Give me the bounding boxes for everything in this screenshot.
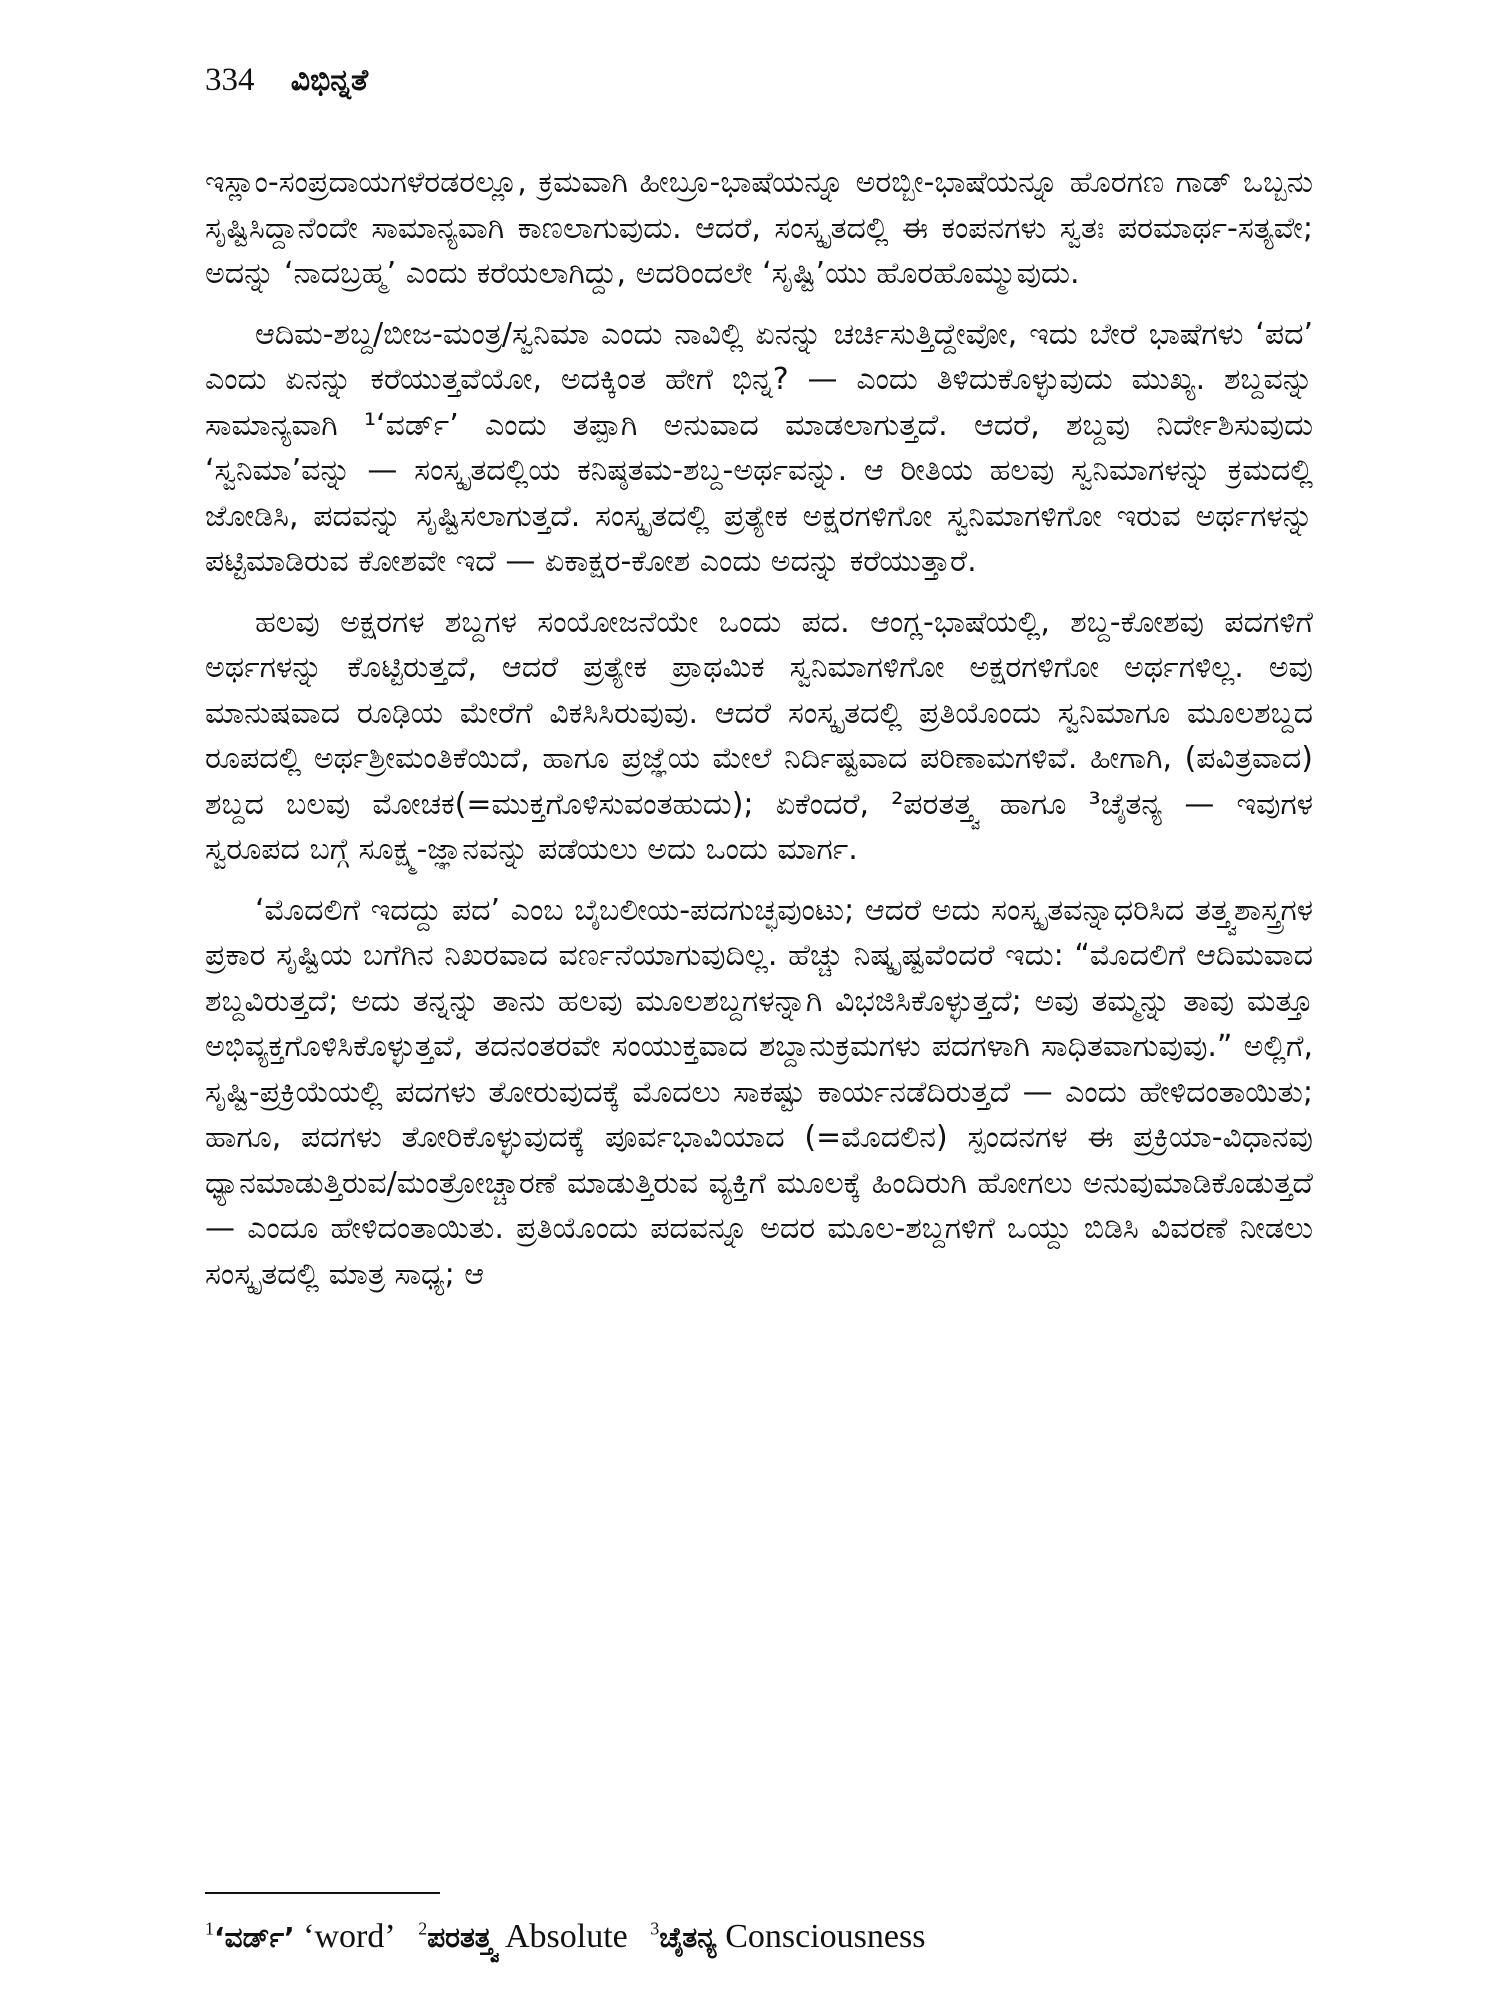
footnote-divider (205, 1892, 440, 1894)
body-text (205, 160, 1313, 1312)
footnote-kannada: ಪರತತ್ತ್ವ (427, 1921, 497, 1954)
running-header (205, 62, 368, 99)
footnote-2 (418, 1918, 628, 1955)
running-title: ವಿಭಿನ್ನತೆ (290, 63, 369, 98)
footnote-english: Consciousness (725, 1918, 926, 1955)
footnote-english: ‘word’ (303, 1918, 396, 1955)
footnote-mark: 3 (650, 1918, 660, 1939)
footnotes (205, 1918, 1313, 1956)
paragraph-4: ‘ಮೊದಲಿಗೆ ಇದದ್ದು ಪದ’ ಎಂಬ ಬೈಬಲೀಯ-ಪದಗುಚ್ಛವುಂಟು; ಆದರೆ ಅದು ಸಂಸ್ಕೃತವನ್ನಾಧರಿಸಿದ ತತ್ತ್ವಶಾಸ್ತ್ರಗಳ ಪ್ರಕಾರ ಸೃಷ್ಟಿಯ ಬಗೆಗಿನ ನಿಖರವಾದ ವರ್ಣನೆಯಾಗುವುದಿಲ್ಲ. ಹೆಚ್ಚು ನಿಷ್ಕೃಷ್ಟವೆಂದರೆ ಇದು: “ಮೊದಲಿಗೆ ಆದಿಮವಾದ ಶಬ್ದವಿರುತ್ತದೆ; ಅದು ತನ್ನನ್ನು ತಾನು ಹಲವು ಮೂಲಶಬ್ದಗಳನ್ನಾಗಿ ವಿಭಜಿಸಿಕೊಳ್ಳುತ್ತದೆ; ಅವು ತಮ್ಮನ್ನು ತಾವು ಮತ್ತೂ ಅಭಿವ್ಯಕ್ತಗೊಳಿಸಿಕೊಳ್ಳುತ್ತವೆ, ತದನಂತರವೇ ಸಂಯುಕ್ತವಾದ ಶಬ್ದಾನುಕ್ರಮಗಳು ಪದಗಳಾಗಿ ಸಾಧಿತವಾಗುವುವು.” ಅಲ್ಲಿಗೆ, ಸೃಷ್ಟಿ-ಪ್ರಕ್ರಿಯೆಯಲ್ಲಿ ಪದಗಳು ತೋರುವುದಕ್ಕೆ ಮೊದಲು ಸಾಕಷ್ಟು ಕಾರ್ಯನಡೆದಿರುತ್ತದೆ — ಎಂದು ಹೇಳಿದಂತಾಯಿತು; ಹಾಗೂ, ಪದಗಳು ತೋರಿಕೊಳ್ಳುವುದಕ್ಕೆ ಪೂರ್ವಭಾವಿಯಾದ (=ಮೊದಲಿನ) ಸ್ಪಂದನಗಳ ಈ ಪ್ರಕ್ರಿಯಾ-ವಿಧಾನವು ಧ್ಯಾನಮಾಡುತ್ತಿರುವ/ಮಂತ್ರೋಚ್ಚಾರಣೆ ಮಾಡುತ್ತಿರುವ ವ್ಯಕ್ತಿಗೆ ಮೂಲಕ್ಕೆ ಹಿಂದಿರುಗಿ ಹೋಗಲು ಅನುವುಮಾಡಿಕೊಡುತ್ತದೆ — ಎಂದೂ ಹೇಳಿದಂತಾಯಿತು. ಪ್ರತಿಯೊಂದು ಪದವನ್ನೂ ಅದರ ಮೂಲ-ಶಬ್ದಗಳಿಗೆ ಒಯ್ದು ಬಿಡಿಸಿ ವಿವರಣೆ ನೀಡಲು ಸಂಸ್ಕೃತದಲ್ಲಿ ಮಾತ್ರ ಸಾಧ್ಯ; ಆ (205, 892, 1313, 1292)
footnote-1 (205, 1918, 396, 1955)
footnote-kannada: ‘ವರ್ಡ್’ (214, 1921, 295, 1954)
footnote-mark: 2 (418, 1918, 428, 1939)
paragraph-3: ಹಲವು ಅಕ್ಷರಗಳ ಶಬ್ದಗಳ ಸಂಯೋಜನೆಯೇ ಒಂದು ಪದ. ಆಂಗ್ಲ-ಭಾಷೆಯಲ್ಲಿ, ಶಬ್ದ-ಕೋಶವು ಪದಗಳಿಗೆ ಅರ್ಥಗಳನ್ನು ಕೊಟ್ಟಿರುತ್ತದೆ, ಆದರೆ ಪ್ರತ್ಯೇಕ ಪ್ರಾಥಮಿಕ ಸ್ವನಿಮಾಗಳಿಗೋ ಅಕ್ಷರಗಳಿಗೋ ಅರ್ಥಗಳಿಲ್ಲ. ಅವು ಮಾನುಷವಾದ ರೂಢಿಯ ಮೇರೆಗೆ ವಿಕಸಿಸಿರುವುವು. ಆದರೆ ಸಂಸ್ಕೃತದಲ್ಲಿ ಪ್ರತಿಯೊಂದು ಸ್ವನಿಮಾಗೂ ಮೂಲಶಬ್ದದ ರೂಪದಲ್ಲಿ ಅರ್ಥಶ್ರೀಮಂತಿಕೆಯಿದೆ, ಹಾಗೂ ಪ್ರಜ್ಞೆಯ ಮೇಲೆ ನಿರ್ದಿಷ್ಟವಾದ ಪರಿಣಾಮಗಳಿವೆ. ಹೀಗಾಗಿ, (ಪವಿತ್ರವಾದ) ಶಬ್ದದ ಬಲವು ಮೋಚಕ(=ಮುಕ್ತಗೊಳಿಸುವಂತಹುದು); ಏಕೆಂದರೆ, ²ಪರತತ್ತ್ವ ಹಾಗೂ ³ಚೈತನ್ಯ — ಇವುಗಳ ಸ್ವರೂಪದ ಬಗ್ಗೆ ಸೂಕ್ಷ್ಮ-ಜ್ಞಾನವನ್ನು ಪಡೆಯಲು ಅದು ಒಂದು ಮಾರ್ಗ. (205, 604, 1313, 867)
footnote-3 (650, 1918, 925, 1955)
paragraph-1: ಇಸ್ಲಾಂ-ಸಂಪ್ರದಾಯಗಳೆರಡರಲ್ಲೂ, ಕ್ರಮವಾಗಿ ಹೀಬ್ರೂ-ಭಾಷೆಯನ್ನೂ ಅರಬ್ಬೀ-ಭಾಷೆಯನ್ನೂ ಹೊರಗಣ ಗಾಡ್ ಒಬ್ಬನು ಸೃಷ್ಟಿಸಿದ್ದಾನೆಂದೇ ಸಾಮಾನ್ಯವಾಗಿ ಕಾಣಲಾಗುವುದು. ಆದರೆ, ಸಂಸ್ಕೃತದಲ್ಲಿ ಈ ಕಂಪನಗಳು ಸ್ವತಃ ಪರಮಾರ್ಥ-ಸತ್ಯವೇ; ಅದನ್ನು ‘ನಾದಬ್ರಹ್ಮ’ ಎಂದು ಕರೆಯಲಾಗಿದ್ದು, ಅದರಿಂದಲೇ ‘ಸೃಷ್ಟಿ’ಯು ಹೊರಹೊಮ್ಮುವುದು. (205, 165, 1313, 291)
page-number: 334 (205, 62, 255, 98)
paragraph-2: ಆದಿಮ-ಶಬ್ದ/ಬೀಜ-ಮಂತ್ರ/ಸ್ವನಿಮಾ ಎಂದು ನಾವಿಲ್ಲಿ ಏನನ್ನು ಚರ್ಚಿಸುತ್ತಿದ್ದೇವೋ, ಇದು ಬೇರೆ ಭಾಷೆಗಳು ‘ಪದ’ ಎಂದು ಏನನ್ನು ಕರೆಯುತ್ತವೆಯೋ, ಅದಕ್ಕಿಂತ ಹೇಗೆ ಭಿನ್ನ? — ಎಂದು ತಿಳಿದುಕೊಳ್ಳುವುದು ಮುಖ್ಯ. ಶಬ್ದವನ್ನು ಸಾಮಾನ್ಯವಾಗಿ ¹‘ವರ್ಡ್’ ಎಂದು ತಪ್ಪಾಗಿ ಅನುವಾದ ಮಾಡಲಾಗುತ್ತದೆ. ಆದರೆ, ಶಬ್ದವು ನಿರ್ದೇಶಿಸುವುದು ‘ಸ್ವನಿಮಾ’ವನ್ನು — ಸಂಸ್ಕೃತದಲ್ಲಿಯ ಕನಿಷ್ಠತಮ-ಶಬ್ದ-ಅರ್ಥವನ್ನು. ಆ ರೀತಿಯ ಹಲವು ಸ್ವನಿಮಾಗಳನ್ನು ಕ್ರಮದಲ್ಲಿ ಜೋಡಿಸಿ, ಪದವನ್ನು ಸೃಷ್ಟಿಸಲಾಗುತ್ತದೆ. ಸಂಸ್ಕೃತದಲ್ಲಿ ಪ್ರತ್ಯೇಕ ಅಕ್ಷರಗಳಿಗೋ ಸ್ವನಿಮಾಗಳಿಗೋ ಇರುವ ಅರ್ಥಗಳನ್ನು ಪಟ್ಟಿಮಾಡಿರುವ ಕೋಶವೇ ಇದೆ — ಏಕಾಕ್ಷರ-ಕೋಶ ಎಂದು ಅದನ್ನು ಕರೆಯುತ್ತಾರೆ. (205, 316, 1313, 579)
footnote-kannada: ಚೈತನ್ಯ (659, 1921, 717, 1954)
footnote-english: Absolute (504, 1918, 628, 1955)
footnote-mark: 1 (205, 1918, 214, 1939)
